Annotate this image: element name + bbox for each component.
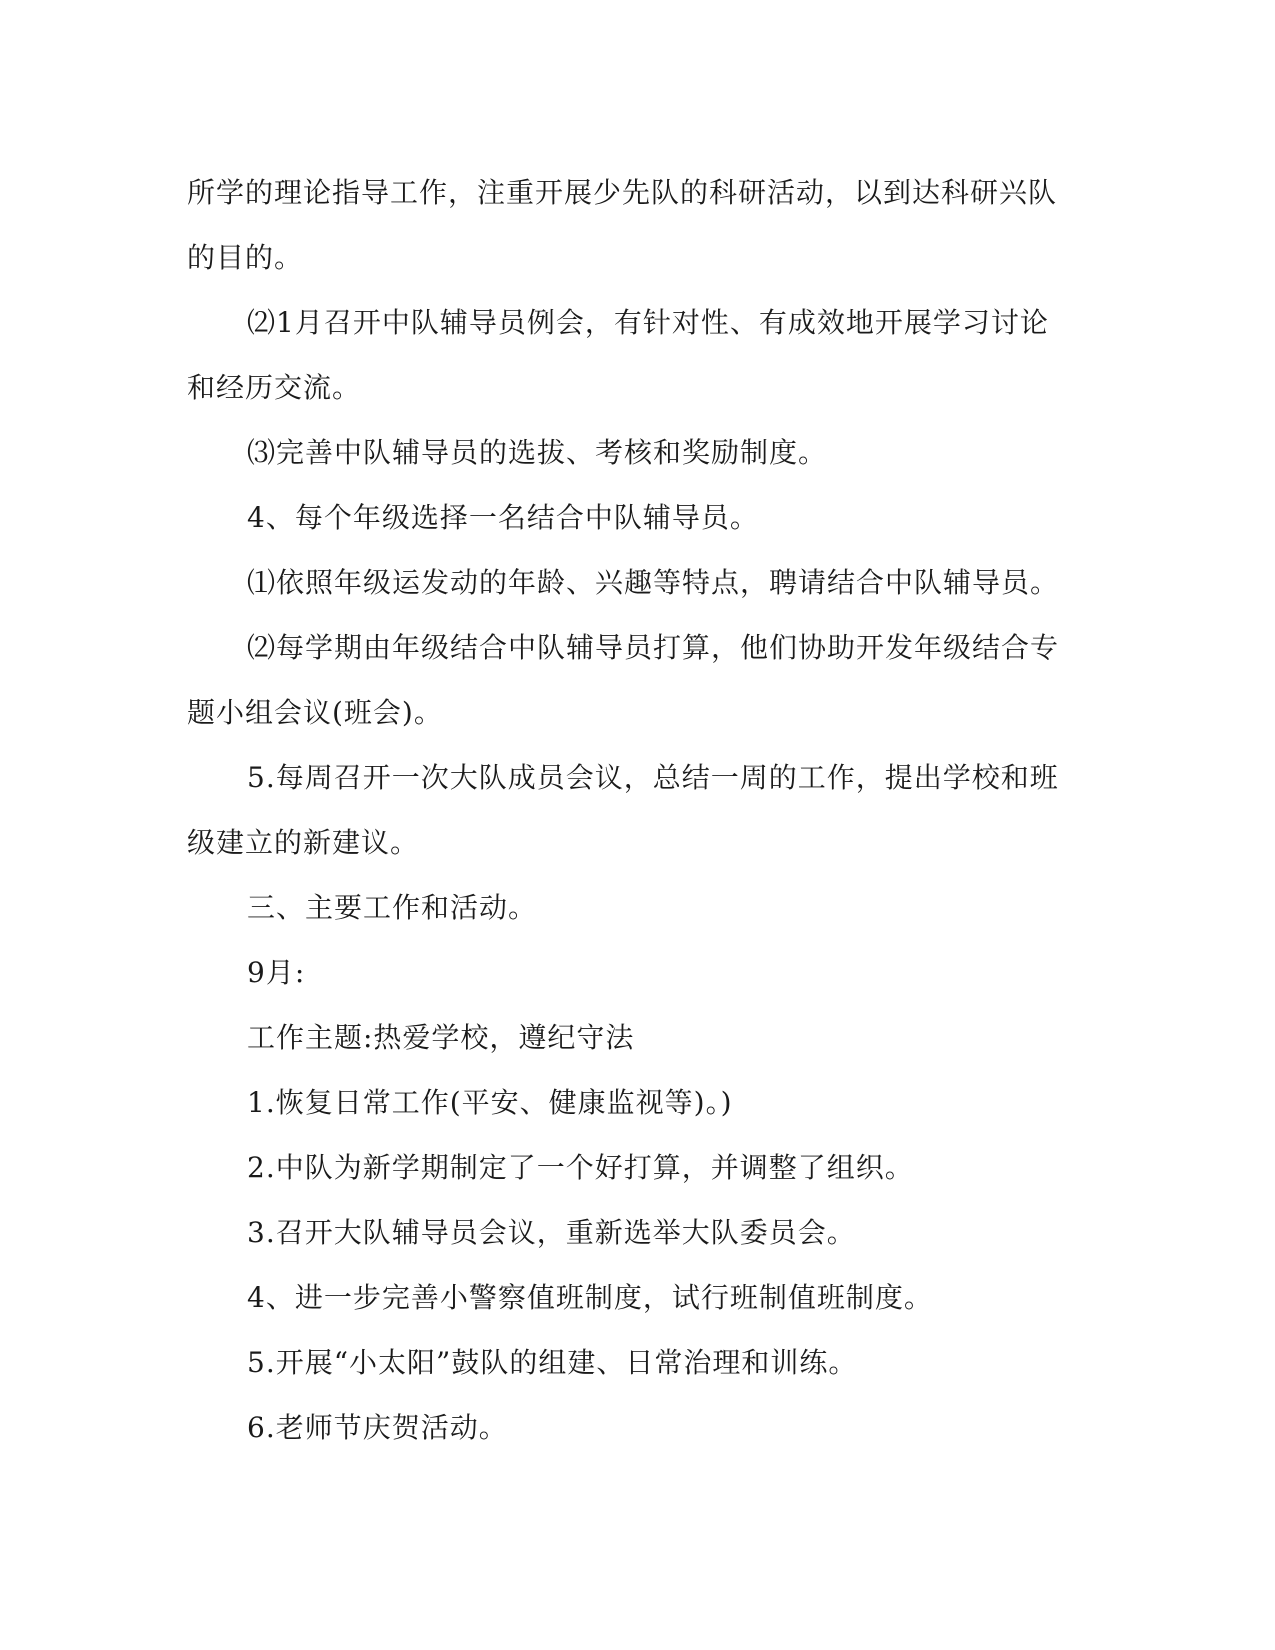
work-theme: 工作主题:热爱学校，遵纪守法 (247, 1021, 635, 1054)
list-item: 6.老师节庆贺活动。 (247, 1411, 508, 1444)
list-item: 3.召开大队辅导员会议，重新选举大队委员会。 (247, 1216, 856, 1249)
text-line: ⑶完善中队辅导员的选拔、考核和奖励制度。 (247, 436, 828, 469)
text-line: 4、每个年级选择一名结合中队辅导员。 (247, 501, 759, 534)
list-item: 5.开展“小太阳”鼓队的组建、日常治理和训练。 (247, 1346, 858, 1379)
month-heading: 9月: (247, 956, 306, 989)
text-line: ⑵1月召开中队辅导员例会，有针对性、有成效地开展学习讨论 (247, 306, 1049, 339)
text-line: 所学的理论指导工作，注重开展少先队的科研活动，以到达科研兴队 (187, 176, 1058, 209)
document-body (187, 160, 1077, 1460)
text-line: 的目的。 (187, 241, 304, 274)
text-line: 和经历交流。 (187, 371, 362, 404)
section-heading: 三、主要工作和活动。 (247, 891, 538, 924)
text-line: 级建立的新建议。 (187, 826, 420, 859)
list-item: 4、进一步完善小警察值班制度，试行班制值班制度。 (247, 1281, 933, 1314)
text-line: 5.每周召开一次大队成员会议，总结一周的工作，提出学校和班 (247, 761, 1059, 794)
text-line: 题小组会议(班会)。 (187, 696, 443, 729)
text-line: ⑴依照年级运发动的年龄、兴趣等特点，聘请结合中队辅导员。 (247, 566, 1060, 599)
list-item: 2.中队为新学期制定了一个好打算，并调整了组织。 (247, 1151, 914, 1184)
list-item: 1.恢复日常工作(平安、健康监视等)。) (247, 1086, 733, 1119)
text-line: ⑵每学期由年级结合中队辅导员打算，他们协助开发年级结合专 (247, 631, 1060, 664)
